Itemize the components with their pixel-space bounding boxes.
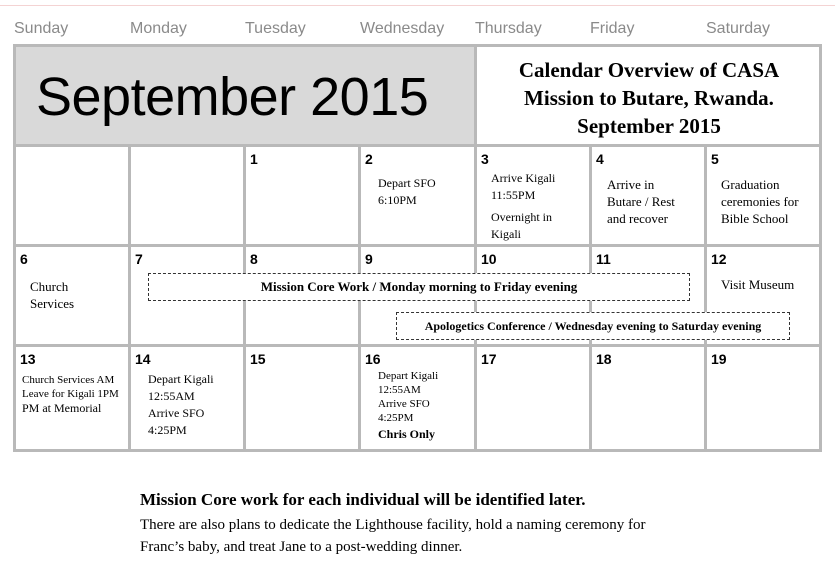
event-sep2 <box>378 175 436 209</box>
footer-text: There are also plans to dedicate the Lighthouse facility, hold a naming ceremony for Franc’s baby, and treat Jane to a post-wedding dinner. <box>140 517 646 555</box>
day-number: 9 <box>365 251 373 267</box>
event-line: ceremonies for <box>721 194 799 209</box>
mission-core-banner: Mission Core Work / Monday morning to Friday evening <box>148 273 690 301</box>
day-number: 4 <box>596 151 604 167</box>
event-sep14 <box>148 371 214 439</box>
day-number: 17 <box>481 351 497 367</box>
weekday-friday: Friday <box>590 20 635 37</box>
calendar-overview-title <box>477 56 821 140</box>
weekday-saturday: Saturday <box>706 20 771 37</box>
row-divider <box>13 144 822 147</box>
event-line: Depart SFO <box>378 176 436 190</box>
overview-line: Calendar Overview of CASA <box>518 58 780 82</box>
event-line: 12:55AM <box>148 389 195 403</box>
event-sep13 <box>22 373 119 415</box>
overview-line: September 2015 <box>577 114 721 138</box>
event-sep12: Visit Museum <box>721 277 795 292</box>
event-line: Depart Kigali <box>378 370 439 382</box>
column-divider <box>704 144 707 450</box>
weekday-monday: Monday <box>130 20 187 37</box>
column-divider <box>474 44 477 144</box>
day-number: 6 <box>20 251 28 267</box>
footer-heading: Mission Core work for each individual will be identified later. <box>140 490 586 509</box>
day-number: 5 <box>711 151 719 167</box>
event-note: Chris Only <box>378 427 436 441</box>
row-divider <box>13 244 822 247</box>
event-line: Church <box>30 279 69 294</box>
event-sep4 <box>607 176 675 227</box>
day-number: 12 <box>711 251 727 267</box>
day-number: 13 <box>20 351 36 367</box>
event-line: and recover <box>607 211 668 226</box>
day-number: 19 <box>711 351 727 367</box>
top-divider <box>0 5 835 6</box>
event-line: Butare / Rest <box>607 194 675 209</box>
event-line: Graduation <box>721 177 780 192</box>
event-sep16 <box>378 369 438 441</box>
day-number: 3 <box>481 151 489 167</box>
row-divider <box>13 449 822 452</box>
event-line: Arrive in <box>607 177 655 192</box>
day-number: 10 <box>481 251 497 267</box>
event-sep6 <box>30 278 74 312</box>
event-line: Leave for Kigali 1PM <box>22 388 119 400</box>
event-line: Kigali <box>491 227 521 241</box>
day-number: 7 <box>135 251 143 267</box>
event-line: Arrive Kigali <box>491 171 556 185</box>
event-line: Services <box>30 296 75 311</box>
apologetics-banner: Apologetics Conference / Wednesday evening to Saturday evening <box>396 312 790 340</box>
event-line: Church Services AM <box>22 374 115 386</box>
event-sep5 <box>721 176 799 227</box>
day-number: 2 <box>365 151 373 167</box>
event-line: 6:10PM <box>378 193 417 207</box>
row-divider <box>13 344 822 347</box>
event-line: 12:55AM <box>378 384 421 396</box>
event-line: 4:25PM <box>378 412 414 424</box>
weekday-wednesday: Wednesday <box>360 20 445 37</box>
month-title: September 2015 <box>36 67 429 127</box>
event-line: 4:25PM <box>148 423 187 437</box>
event-line: Arrive SFO <box>378 398 430 410</box>
day-number: 18 <box>596 351 612 367</box>
day-number: 15 <box>250 351 266 367</box>
day-number: 1 <box>250 151 258 167</box>
weekday-thursday: Thursday <box>475 20 542 37</box>
event-line: Arrive SFO <box>148 406 205 420</box>
day-number: 8 <box>250 251 258 267</box>
event-line: PM at Memorial <box>22 401 102 415</box>
day-number: 16 <box>365 351 381 367</box>
day-number: 11 <box>596 251 611 267</box>
weekday-tuesday: Tuesday <box>245 20 306 37</box>
event-sep3 <box>491 170 555 243</box>
event-line: Bible School <box>721 211 789 226</box>
event-line: 11:55PM <box>491 188 536 202</box>
day-number: 14 <box>135 351 151 367</box>
event-line: Depart Kigali <box>148 372 214 386</box>
weekday-sunday: Sunday <box>14 20 69 37</box>
event-line: Overnight in <box>491 210 552 224</box>
overview-line: Mission to Butare, Rwanda. <box>524 86 774 110</box>
column-divider <box>128 144 131 450</box>
